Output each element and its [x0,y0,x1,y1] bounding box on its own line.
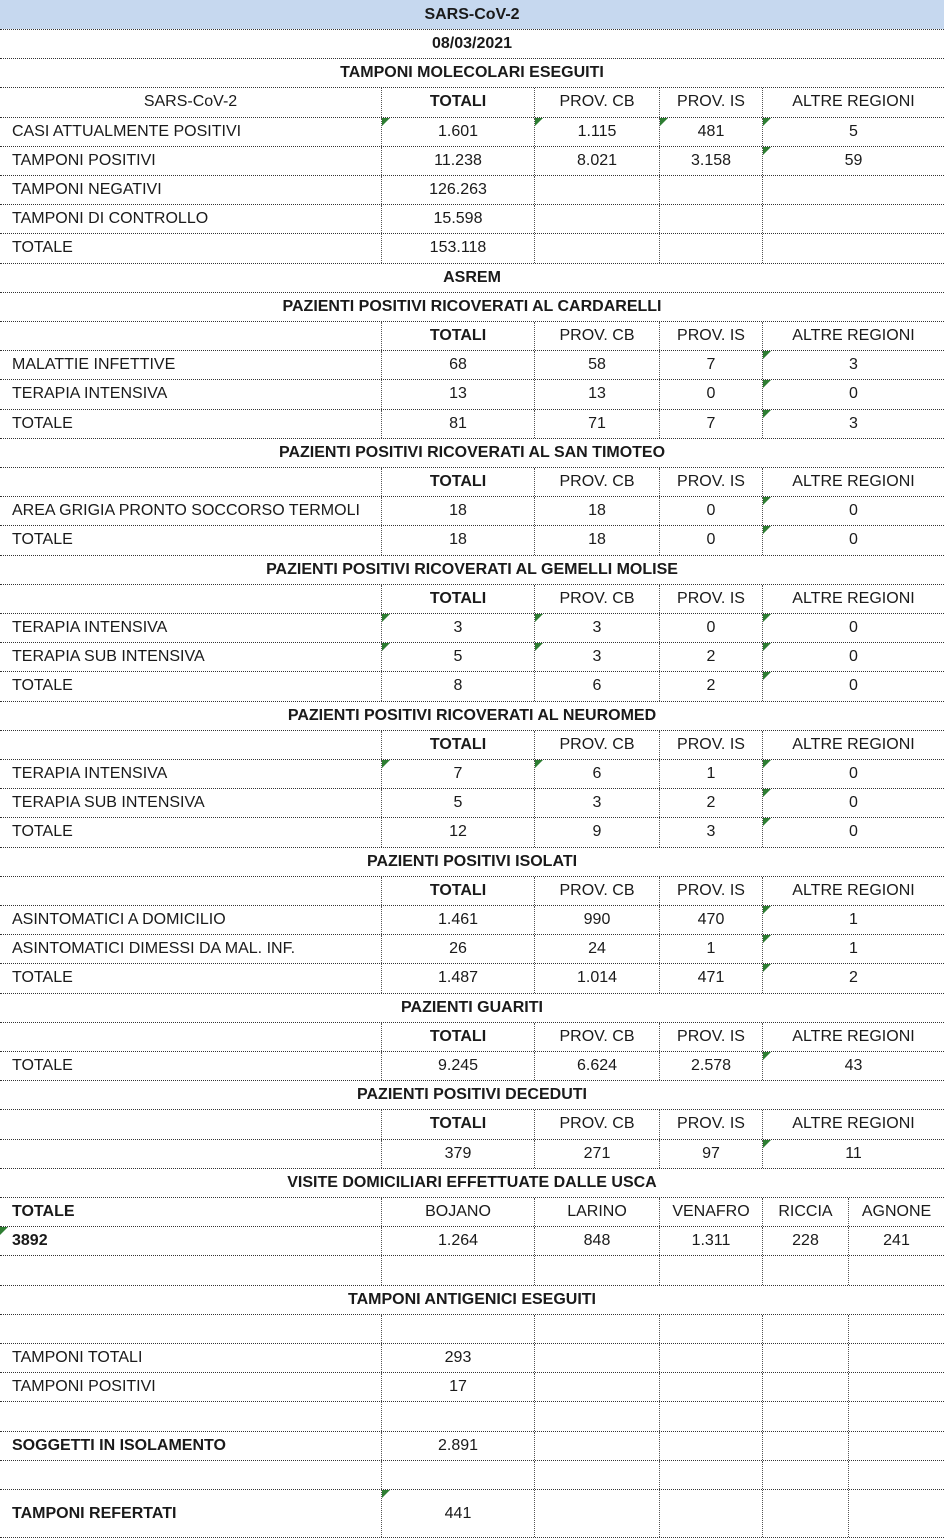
header-altre-regioni[interactable]: ALTRE REGIONI [792,1027,915,1045]
value-totali[interactable]: 81 [382,410,535,438]
value-prov-cb[interactable]: 3 [535,643,660,671]
value-prov-cb[interactable] [535,234,660,262]
row-label[interactable]: ASINTOMATICI DIMESSI DA MAL. INF. [0,935,382,963]
value-altre-regioni[interactable]: 0 [763,614,944,642]
value-altre-regioni[interactable]: 3 [763,410,944,438]
section-molecolari-text[interactable]: TAMPONI MOLECOLARI ESEGUITI [340,64,604,82]
value-altre-regioni[interactable] [763,176,944,204]
section-gemelli [0,556,944,585]
empty-cell[interactable] [535,1373,660,1401]
value-prov-cb[interactable]: 58 [535,351,660,379]
value-altre-regioni[interactable]: 0 [763,760,944,788]
value-totali[interactable]: 441 [382,1490,535,1537]
empty-cell[interactable] [660,1344,763,1372]
deceduti-header [0,1110,944,1139]
header-altre-regioni[interactable]: ALTRE REGIONI [792,589,915,607]
empty-cell[interactable] [382,1256,535,1284]
value-totali[interactable]: 5 [382,643,535,671]
sheet-title-row [0,0,944,30]
neuromed-row [0,818,944,847]
usca-value-0[interactable]: 3892 [0,1227,382,1255]
row-label[interactable]: AREA GRIGIA PRONTO SOCCORSO TERMOLI [0,497,382,525]
row-label[interactable]: TAMPONI NEGATIVI [0,176,382,204]
section-cardarelli [0,293,944,322]
row-label[interactable]: TERAPIA INTENSIVA [0,760,382,788]
empty-cell[interactable] [660,1373,763,1401]
blank-row [0,1402,944,1431]
usca-values [0,1227,944,1256]
empty-cell[interactable] [763,1490,849,1537]
header-label[interactable] [0,731,382,759]
section-antigenici [0,1286,944,1315]
value-totali[interactable]: 18 [382,526,535,554]
molecolari-row [0,234,944,263]
value-altre-regioni[interactable]: 1 [763,906,944,934]
value-altre-regioni[interactable]: 2 [763,964,944,992]
header-prov-cb[interactable]: PROV. CB [535,322,660,350]
row-label[interactable] [0,1140,382,1168]
row-label[interactable]: TOTALE [0,1052,382,1080]
value-totali[interactable]: 293 [382,1344,535,1372]
cardarelli-header [0,322,944,351]
value-prov-is[interactable]: 2 [660,643,763,671]
header-prov-is[interactable]: PROV. IS [660,468,763,496]
section-usca-text[interactable]: VISITE DOMICILIARI EFFETTUATE DALLE USCA [287,1173,657,1191]
value-totali[interactable]: 1.487 [382,964,535,992]
usca-value-4[interactable]: 228 [763,1227,849,1255]
value-prov-cb[interactable]: 71 [535,410,660,438]
asrem-row-text[interactable]: ASREM [443,268,501,286]
row-label[interactable]: TAMPONI DI CONTROLLO [0,205,382,233]
header-prov-cb[interactable]: PROV. CB [535,1110,660,1138]
section-san-timoteo-text[interactable]: PAZIENTI POSITIVI RICOVERATI AL SAN TIMOTEO [278,443,666,461]
row-label[interactable]: TAMPONI REFERTATI [0,1490,382,1537]
row-label[interactable]: MALATTIE INFETTIVE [0,351,382,379]
guariti-header [0,1023,944,1052]
isolati-header [0,877,944,906]
value-prov-is[interactable] [660,176,763,204]
usca-value-5[interactable]: 241 [883,1232,910,1250]
molecolari-header [0,88,944,117]
row-label[interactable]: TOTALE [0,964,382,992]
header-prov-cb[interactable]: PROV. CB [535,1023,660,1051]
value-totali[interactable]: 8 [382,672,535,700]
header-totali[interactable]: TOTALI [382,88,535,116]
value-prov-is[interactable]: 2.578 [660,1052,763,1080]
value-totali[interactable]: 11.238 [382,147,535,175]
header-altre-regioni[interactable]: ALTRE REGIONI [792,735,915,753]
row-label[interactable]: TERAPIA SUB INTENSIVA [0,789,382,817]
section-usca [0,1169,944,1198]
header-label[interactable] [0,877,382,905]
row-label[interactable]: TERAPIA INTENSIVA [0,380,382,408]
value-prov-cb[interactable]: 24 [535,935,660,963]
row-label[interactable]: TOTALE [0,410,382,438]
value-prov-is[interactable]: 3 [660,818,763,846]
header-totali[interactable]: TOTALI [382,1023,535,1051]
value-totali[interactable]: 153.118 [382,234,535,262]
empty-cell[interactable] [763,1344,849,1372]
empty-cell[interactable] [382,1315,535,1343]
row-label[interactable]: TAMPONI POSITIVI [0,1373,382,1401]
header-label[interactable] [0,1023,382,1051]
empty-cell[interactable] [382,1461,535,1489]
date-row-text[interactable]: 08/03/2021 [431,35,513,53]
value-prov-is[interactable]: 97 [660,1140,763,1168]
value-totali[interactable]: 1.461 [382,906,535,934]
date-row [0,30,944,59]
value-totali[interactable]: 1.601 [382,118,535,146]
section-guariti-text[interactable]: PAZIENTI GUARITI [401,998,543,1016]
section-neuromed-text[interactable]: PAZIENTI POSITIVI RICOVERATI AL NEUROMED [287,706,657,724]
empty-cell[interactable] [0,1315,382,1343]
empty-cell[interactable] [849,1373,944,1401]
header-prov-cb[interactable]: PROV. CB [535,731,660,759]
header-altre-regioni[interactable]: ALTRE REGIONI [792,1115,915,1133]
empty-cell[interactable] [849,1490,944,1537]
header-totali[interactable]: TOTALI [382,322,535,350]
row-label[interactable]: TERAPIA INTENSIVA [0,614,382,642]
value-totali[interactable]: 17 [382,1373,535,1401]
value-totali[interactable]: 379 [382,1140,535,1168]
empty-cell[interactable] [849,1344,944,1372]
section-isolati-text[interactable]: PAZIENTI POSITIVI ISOLATI [366,852,578,870]
value-prov-is[interactable]: 3.158 [660,147,763,175]
value-prov-cb[interactable]: 6 [535,672,660,700]
value-altre-regioni[interactable]: 0 [763,789,944,817]
header-label[interactable] [0,468,382,496]
section-san-timoteo [0,439,944,468]
header-altre-regioni[interactable]: ALTRE REGIONI [792,327,915,345]
empty-cell[interactable] [660,1256,763,1284]
value-prov-is[interactable]: 0 [660,526,763,554]
neuromed-row [0,789,944,818]
empty-cell[interactable] [763,1402,849,1430]
value-totali[interactable]: 3 [382,614,535,642]
empty-cell[interactable] [535,1461,660,1489]
usca-header-1[interactable]: BOJANO [382,1198,535,1226]
san-timoteo-header [0,468,944,497]
value-prov-is[interactable]: 470 [660,906,763,934]
usca-header-3[interactable]: VENAFRO [660,1198,763,1226]
section-deceduti-text[interactable]: PAZIENTI POSITIVI DECEDUTI [357,1086,587,1104]
cardarelli-row [0,351,944,380]
usca-value-2[interactable]: 848 [535,1227,660,1255]
header-label[interactable] [0,1110,382,1138]
value-prov-is[interactable]: 7 [660,410,763,438]
value-prov-is[interactable]: 0 [660,497,763,525]
gemelli-row [0,672,944,701]
empty-cell[interactable] [849,1315,944,1343]
row-label[interactable]: TERAPIA SUB INTENSIVA [0,643,382,671]
empty-cell[interactable] [535,1490,660,1537]
row-label[interactable]: TOTALE [0,526,382,554]
value-prov-is[interactable] [660,205,763,233]
value-prov-cb[interactable]: 13 [535,380,660,408]
empty-cell[interactable] [660,1432,763,1460]
cardarelli-row [0,380,944,409]
value-totali[interactable]: 5 [382,789,535,817]
value-prov-cb[interactable]: 3 [535,789,660,817]
value-prov-cb[interactable]: 6 [535,760,660,788]
asrem-row [0,264,944,293]
empty-cell[interactable] [849,1402,944,1430]
section-molecolari [0,59,944,88]
empty-cell[interactable] [535,1344,660,1372]
row-label[interactable]: TOTALE [0,818,382,846]
row-label[interactable]: ASINTOMATICI A DOMICILIO [0,906,382,934]
isolati-row [0,964,944,993]
header-totali[interactable]: TOTALI [382,1110,535,1138]
guariti-row [0,1052,944,1081]
empty-cell[interactable] [535,1256,660,1284]
value-prov-cb[interactable]: 18 [535,497,660,525]
value-totali[interactable]: 18 [382,497,535,525]
value-prov-cb[interactable]: 990 [535,906,660,934]
empty-cell[interactable] [763,1432,849,1460]
empty-cell[interactable] [660,1461,763,1489]
empty-cell[interactable] [535,1402,660,1430]
value-altre-regioni[interactable] [763,205,944,233]
header-totali[interactable]: TOTALI [382,731,535,759]
blank-row [0,1461,944,1490]
refertati-row [0,1490,944,1538]
value-prov-cb[interactable]: 8.021 [535,147,660,175]
value-altre-regioni[interactable]: 0 [763,643,944,671]
gemelli-header [0,585,944,614]
deceduti-row [0,1140,944,1169]
value-prov-is[interactable]: 0 [660,380,763,408]
value-prov-is[interactable]: 2 [660,789,763,817]
molecolari-row [0,147,944,176]
usca-header-4[interactable]: RICCIA [763,1198,849,1226]
value-prov-is[interactable]: 0 [660,614,763,642]
value-prov-cb[interactable]: 6.624 [535,1052,660,1080]
value-altre-regioni[interactable]: 0 [763,818,944,846]
value-altre-regioni[interactable]: 59 [763,147,944,175]
header-prov-is[interactable]: PROV. IS [660,585,763,613]
value-totali[interactable]: 7 [382,760,535,788]
value-prov-is[interactable]: 481 [660,118,763,146]
section-deceduti [0,1081,944,1110]
value-totali[interactable]: 26 [382,935,535,963]
empty-cell[interactable] [382,1402,535,1430]
empty-cell[interactable] [535,1315,660,1343]
value-altre-regioni[interactable]: 3 [763,351,944,379]
value-totali[interactable]: 12 [382,818,535,846]
value-altre-regioni[interactable]: 5 [763,118,944,146]
value-prov-cb[interactable]: 1.115 [535,118,660,146]
empty-cell[interactable] [660,1315,763,1343]
header-prov-cb[interactable]: PROV. CB [535,585,660,613]
value-prov-is[interactable]: 1 [660,760,763,788]
section-antigenici-text[interactable]: TAMPONI ANTIGENICI ESEGUITI [347,1290,596,1308]
header-label[interactable]: SARS-CoV-2 [0,88,382,116]
isolamento-row [0,1432,944,1461]
value-prov-cb[interactable]: 9 [535,818,660,846]
value-prov-cb[interactable]: 271 [535,1140,660,1168]
sheet-title[interactable]: SARS-CoV-2 [0,0,944,29]
value-prov-is[interactable]: 7 [660,351,763,379]
header-prov-is[interactable]: PROV. IS [660,1110,763,1138]
usca-header-2[interactable]: LARINO [535,1198,660,1226]
value-totali[interactable]: 68 [382,351,535,379]
value-altre-regioni[interactable] [763,234,944,262]
empty-cell[interactable] [0,1461,382,1489]
header-altre-regioni[interactable]: ALTRE REGIONI [792,473,915,491]
value-altre-regioni[interactable]: 0 [763,497,944,525]
header-totali[interactable]: TOTALI [382,877,535,905]
empty-cell[interactable] [660,1490,763,1537]
san_timoteo-row [0,526,944,555]
empty-cell[interactable] [763,1373,849,1401]
row-label[interactable]: TOTALE [0,672,382,700]
row-label[interactable]: CASI ATTUALMENTE POSITIVI [0,118,382,146]
empty-cell[interactable] [849,1461,944,1489]
section-cardarelli-text[interactable]: PAZIENTI POSITIVI RICOVERATI AL CARDARELLI [282,297,662,315]
value-totali[interactable]: 2.891 [382,1432,535,1460]
header-altre-regioni[interactable]: ALTRE REGIONI [792,881,915,899]
value-prov-cb[interactable]: 18 [535,526,660,554]
empty-cell[interactable] [535,1432,660,1460]
header-totali[interactable]: TOTALI [382,585,535,613]
antigenici-row [0,1344,944,1373]
section-neuromed [0,702,944,731]
antigenici-row [0,1373,944,1402]
header-prov-cb[interactable]: PROV. CB [535,468,660,496]
molecolari-row [0,118,944,147]
header-altre-regioni[interactable]: ALTRE REGIONI [792,93,915,111]
gemelli-row [0,614,944,643]
empty-cell[interactable] [849,1256,944,1284]
empty-cell[interactable] [763,1315,849,1343]
isolati-row [0,935,944,964]
value-prov-is[interactable]: 471 [660,964,763,992]
header-prov-is[interactable]: PROV. IS [660,1023,763,1051]
value-altre-regioni[interactable]: 43 [763,1052,944,1080]
value-prov-is[interactable]: 2 [660,672,763,700]
empty-cell[interactable] [0,1402,382,1430]
header-totali[interactable]: TOTALI [382,468,535,496]
neuromed-header [0,731,944,760]
section-gemelli-text[interactable]: PAZIENTI POSITIVI RICOVERATI AL GEMELLI MOLISE [266,560,678,578]
isolati-row [0,906,944,935]
value-prov-cb[interactable] [535,205,660,233]
header-prov-is[interactable]: PROV. IS [660,731,763,759]
value-prov-cb[interactable] [535,176,660,204]
row-label[interactable]: TAMPONI POSITIVI [0,147,382,175]
header-prov-is[interactable]: PROV. IS [660,877,763,905]
usca-header [0,1198,944,1227]
empty-cell[interactable] [849,1432,944,1460]
value-prov-cb[interactable]: 1.014 [535,964,660,992]
empty-cell[interactable] [763,1461,849,1489]
section-guariti [0,994,944,1023]
cardarelli-row [0,410,944,439]
value-totali[interactable]: 9.245 [382,1052,535,1080]
value-altre-regioni[interactable]: 0 [763,380,944,408]
gemelli-row [0,643,944,672]
value-totali[interactable]: 15.598 [382,205,535,233]
neuromed-row [0,760,944,789]
value-prov-cb[interactable]: 3 [535,614,660,642]
empty-cell[interactable] [660,1402,763,1430]
value-prov-is[interactable]: 1 [660,935,763,963]
value-altre-regioni[interactable]: 11 [763,1140,944,1168]
header-prov-is[interactable]: PROV. IS [660,88,763,116]
usca-header-5[interactable]: AGNONE [861,1203,932,1221]
molecolari-row [0,176,944,205]
value-altre-regioni[interactable]: 0 [763,526,944,554]
header-label[interactable] [0,585,382,613]
row-label[interactable]: SOGGETTI IN ISOLAMENTO [0,1432,382,1460]
molecolari-row [0,205,944,234]
row-label[interactable]: TOTALE [0,234,382,262]
usca-value-3[interactable]: 1.311 [660,1227,763,1255]
value-altre-regioni[interactable]: 1 [763,935,944,963]
empty-cell[interactable] [763,1256,849,1284]
header-prov-is[interactable]: PROV. IS [660,322,763,350]
value-altre-regioni[interactable]: 0 [763,672,944,700]
blank-row [0,1315,944,1344]
header-prov-cb[interactable]: PROV. CB [535,88,660,116]
section-isolati [0,848,944,877]
blank-row [0,1256,944,1285]
row-label[interactable]: TAMPONI TOTALI [0,1344,382,1372]
empty-cell[interactable] [0,1256,382,1284]
value-prov-is[interactable] [660,234,763,262]
value-totali[interactable]: 126.263 [382,176,535,204]
value-totali[interactable]: 13 [382,380,535,408]
header-label[interactable] [0,322,382,350]
san_timoteo-row [0,497,944,526]
header-prov-cb[interactable]: PROV. CB [535,877,660,905]
usca-value-1[interactable]: 1.264 [382,1227,535,1255]
usca-header-0[interactable]: TOTALE [0,1198,382,1226]
